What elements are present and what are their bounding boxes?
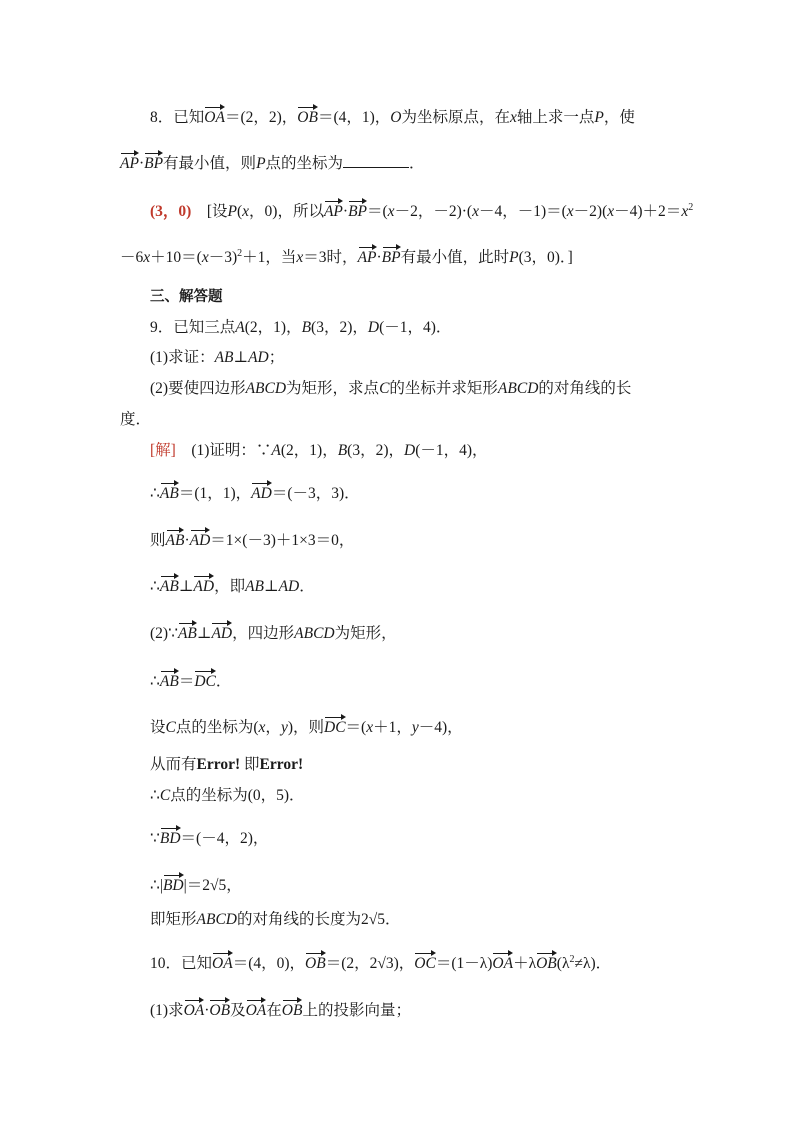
- q8-line2: AP·BP有最小值，则P点的坐标为 ．: [120, 150, 425, 174]
- q9-sol-2: ∴AB＝(1，1)，AD＝(－3，3)．: [150, 480, 360, 504]
- q9-sol-1: [解] (1)证明：∵A(2，1)，B(3，2)，D(－1，4)，: [150, 442, 488, 459]
- error-field-1: Error!: [196, 756, 241, 773]
- q9-sol-4: ∴AB⊥AD，即AB⊥AD．: [150, 573, 315, 597]
- q9-stem: 9．已知三点A(2，1)，B(3，2)，D(－1，4)．: [150, 319, 452, 336]
- q9-part2-line2: 度．: [120, 411, 152, 428]
- q9-part1: (1)求证：AB⊥AD；: [150, 349, 285, 366]
- solution-tag: [解]: [150, 442, 176, 459]
- q8-solution-line2: $-6x+10=(x-3)^2+1$，当x＝3时，AP·BP有最小值，此时P(3，0)．]: [120, 244, 573, 268]
- section-title: 三、解答题: [150, 289, 223, 305]
- answer-blank: [343, 155, 409, 168]
- q8-solution-line1: (3，0) [设P(x，0)，所以AP·BP＝(x－2，－2)·(x－4，$-1)=(x-2)(x-4)+2=x^2$: [150, 198, 693, 222]
- q9-sol-3: 则AB·AD＝1×(－3)＋1×3＝0，: [150, 527, 354, 551]
- q8-line1: 8．已知OA＝(2，2)，OB＝(4，1)，O为坐标原点，在x轴上求一点P，使: [150, 104, 635, 128]
- error-field-2: Error!: [259, 756, 304, 773]
- q9-sol-5: (2)∵AB⊥AD，四边形ABCD为矩形，: [150, 620, 397, 644]
- q9-sol-12: 即矩形ABCD的对角线的长度为2√5．: [150, 911, 401, 928]
- q9-sol-11: ∴|BD|＝2√5，: [150, 872, 242, 896]
- q8-answer: (3，0): [150, 203, 192, 221]
- q10-stem: 10．已知OA＝(4，0)，OB＝(2，2√3)，$OC=(1-\lambda)OA+\lambda OB(\lambda^2\ne\lambda)$．: [150, 950, 611, 974]
- q9-sol-9: ∴C点的坐标为(0，5)．: [150, 787, 305, 804]
- q9-sol-6: ∴AB＝DC．: [150, 668, 231, 692]
- q9-sol-10: ∵BD＝(－4，2)，: [150, 825, 268, 849]
- q9-sol-8: 从而有Error! 即Error!: [150, 756, 304, 773]
- q9-sol-7: 设C点的坐标为(x，y)，则DC＝(x＋1，y－4)，: [150, 714, 463, 738]
- q10-part1: (1)求OA·OB及OA在OB上的投影向量；: [150, 997, 411, 1021]
- q9-part2-line1: (2)要使四边形ABCD为矩形，求点C的坐标并求矩形ABCD的对角线的长: [150, 380, 632, 397]
